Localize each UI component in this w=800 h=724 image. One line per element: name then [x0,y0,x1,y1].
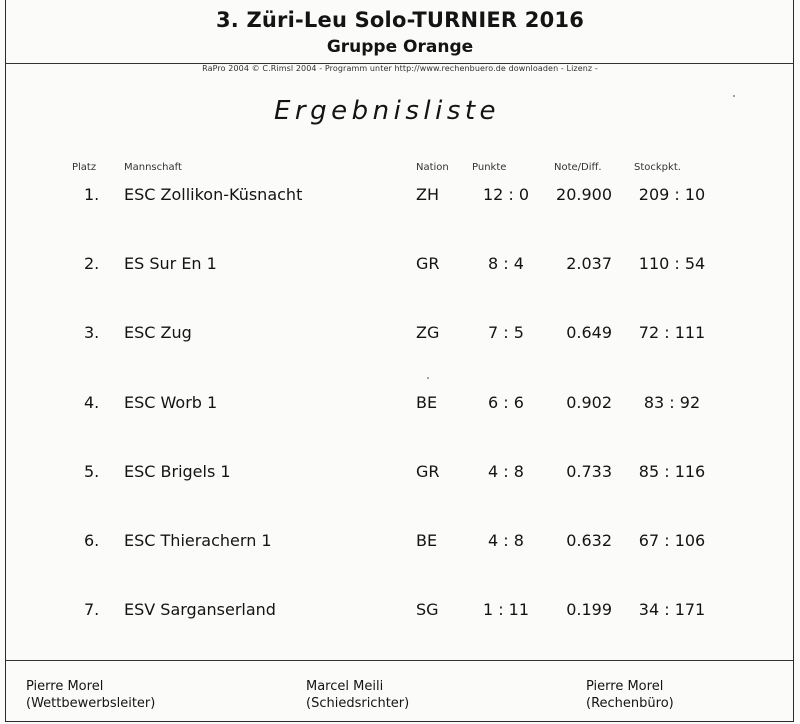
row-points: 4 : 8 [488,462,524,481]
row-team: ESC Worb 1 [124,393,218,412]
row-team: ESC Zug [124,323,192,342]
row-team: ESC Zollikon-Küsnacht [124,185,303,204]
row-note: 0.902 [566,393,612,412]
column-header-stock: Stockpkt. [634,162,681,173]
row-nation: GR [416,254,440,273]
signature-role: (Rechenbüro) [586,696,674,711]
results-heading: Ergebnisliste [274,96,501,126]
row-team: ES Sur En 1 [124,254,217,273]
signature-block-competition-director [26,678,155,712]
row-stock: 110 : 54 [638,254,706,273]
scan-speck [427,377,429,379]
row-nation: BE [416,531,438,550]
row-nation: ZH [416,185,439,204]
row-rank: 5. [84,462,100,481]
signature-block-computing-office [586,678,674,712]
row-rank: 1. [84,185,100,204]
row-rank: 4. [84,393,100,412]
row-points: 8 : 4 [488,254,524,273]
group-subtitle: Gruppe Orange [326,37,474,57]
column-header-team: Mannschaft [124,162,182,173]
row-note: 0.649 [566,323,612,342]
tournament-title: 3. Züri-Leu Solo-TURNIER 2016 [215,8,585,32]
row-points: 4 : 8 [488,531,524,550]
row-nation: ZG [416,323,440,342]
row-points: 6 : 6 [488,393,524,412]
scan-speck [733,95,735,97]
copyright-notice: RaPro 2004 © C.Rimsl 2004 - Programm unter http://www.rechenbuero.de downloaden - Lizenz - [202,64,598,73]
row-stock: 209 : 10 [638,185,706,204]
row-rank: 6. [84,531,100,550]
row-stock: 72 : 111 [638,323,706,342]
signature-name: Marcel Meili [306,679,384,694]
row-note: 20.900 [556,185,612,204]
row-rank: 3. [84,323,100,342]
row-nation: GR [416,462,440,481]
column-header-note: Note/Diff. [554,162,602,173]
row-note: 0.733 [566,462,612,481]
row-team: ESC Thierachern 1 [124,531,272,550]
row-note: 0.199 [566,600,612,619]
row-nation: SG [416,600,439,619]
signature-role: (Wettbewerbsleiter) [26,696,156,711]
row-note: 0.632 [566,531,612,550]
row-points: 12 : 0 [482,185,530,204]
column-header-points: Punkte [472,162,507,173]
row-rank: 2. [84,254,100,273]
row-points: 1 : 11 [482,600,530,619]
row-team: ESV Sarganserland [124,600,276,619]
row-stock: 34 : 171 [638,600,706,619]
row-stock: 67 : 106 [638,531,706,550]
row-stock: 85 : 116 [638,462,706,481]
signature-name: Pierre Morel [586,679,664,694]
row-team: ESC Brigels 1 [124,462,231,481]
row-points: 7 : 5 [488,323,524,342]
signature-role: (Schiedsrichter) [306,696,410,711]
row-nation: BE [416,393,438,412]
row-note: 2.037 [566,254,612,273]
column-header-nation: Nation [416,162,449,173]
row-rank: 7. [84,600,100,619]
footer-divider [5,660,794,661]
column-header-rank: Platz [72,162,97,173]
row-stock: 83 : 92 [643,393,701,412]
signature-name: Pierre Morel [26,679,104,694]
signature-block-referee [306,678,409,712]
